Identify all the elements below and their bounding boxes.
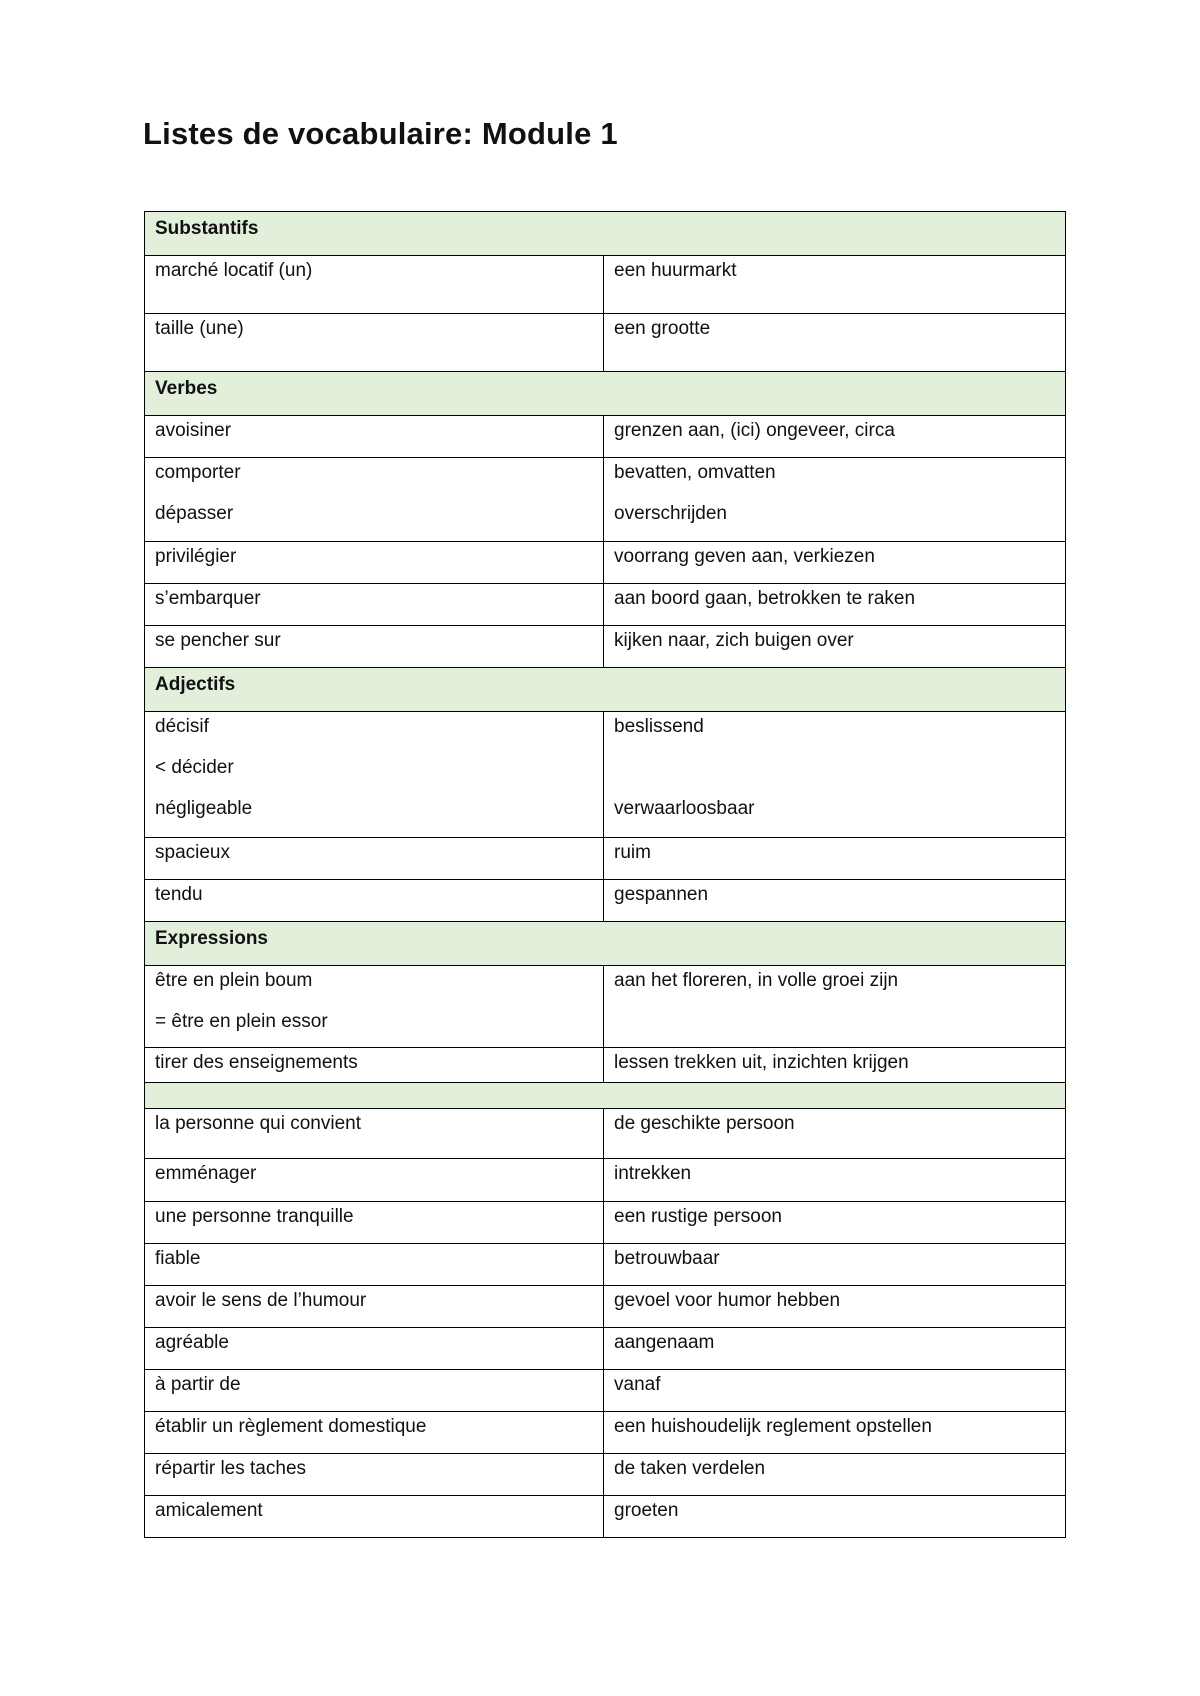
table-row	[145, 458, 1066, 542]
dutch-translation: aan het floreren, in volle groei zijn	[604, 966, 1066, 1048]
french-term: tirer des enseignements	[145, 1048, 604, 1090]
table-row	[145, 966, 1066, 1048]
dutch-translation: een grootte	[604, 314, 1066, 372]
table-row	[145, 1202, 1066, 1244]
dutch-translation: ruim	[604, 838, 1066, 880]
section-header-substantifs	[145, 212, 1066, 256]
dutch-translation: de taken verdelen	[604, 1454, 1066, 1496]
dutch-translation: groeten	[604, 1496, 1066, 1538]
section-heading: Substantifs	[145, 212, 1066, 256]
section-heading: Verbes	[145, 372, 1066, 416]
dutch-translation: kijken naar, zich buigen over	[604, 626, 1066, 668]
french-term: emménager	[145, 1159, 604, 1202]
table-row	[145, 626, 1066, 668]
french-term: se pencher sur	[145, 626, 604, 668]
dutch-translation: de geschikte persoon	[604, 1109, 1066, 1159]
table-row	[145, 416, 1066, 458]
table-row	[145, 1109, 1066, 1159]
table-row	[145, 1159, 1066, 1202]
section-heading: Adjectifs	[145, 668, 1066, 712]
french-term: amicalement	[145, 1496, 604, 1538]
french-term: décisif	[155, 716, 209, 737]
french-term-cell	[145, 712, 604, 838]
table-row	[145, 1454, 1066, 1496]
french-term: fiable	[145, 1244, 604, 1286]
dutch-translation: voorrang geven aan, verkiezen	[604, 542, 1066, 584]
french-term-cell	[145, 458, 604, 542]
dutch-translation-cell	[604, 712, 1066, 838]
french-term: une personne tranquille	[145, 1202, 604, 1244]
section-heading: Expressions	[145, 922, 1066, 966]
section-header-adjectifs	[145, 668, 1066, 712]
french-term: établir un règlement domestique	[145, 1412, 604, 1454]
french-term: avoisiner	[145, 416, 604, 458]
section-header-expressions	[145, 922, 1066, 966]
french-term: négligeable	[155, 798, 253, 819]
table-row	[145, 880, 1066, 922]
section-header-empty	[145, 1083, 1066, 1109]
dutch-translation-blank	[614, 758, 1055, 778]
french-term: avoir le sens de l’humour	[145, 1286, 604, 1328]
table-row	[145, 1328, 1066, 1370]
dutch-translation: intrekken	[604, 1159, 1066, 1202]
french-term: tendu	[145, 880, 604, 922]
dutch-translation: een rustige persoon	[604, 1202, 1066, 1244]
table-row	[145, 1412, 1066, 1454]
dutch-translation: aan boord gaan, betrokken te raken	[604, 584, 1066, 626]
table-row	[145, 584, 1066, 626]
french-term: dépasser	[155, 503, 234, 524]
dutch-translation: gespannen	[604, 880, 1066, 922]
french-term: être en plein boum	[155, 970, 313, 991]
dutch-translation: een huurmarkt	[604, 256, 1066, 314]
dutch-translation: gevoel voor humor hebben	[604, 1286, 1066, 1328]
french-term: spacieux	[145, 838, 604, 880]
french-term: comporter	[155, 462, 241, 483]
french-term: marché locatif (un)	[145, 256, 604, 314]
dutch-translation: beslissend	[614, 716, 704, 737]
dutch-translation: overschrijden	[614, 503, 727, 524]
table-row	[145, 838, 1066, 880]
dutch-translation: grenzen aan, (ici) ongeveer, circa	[604, 416, 1066, 458]
dutch-translation: verwaarloosbaar	[614, 798, 755, 819]
table-row	[145, 542, 1066, 584]
french-term: s’embarquer	[145, 584, 604, 626]
dutch-translation: bevatten, omvatten	[614, 462, 776, 483]
french-term-cell	[145, 966, 604, 1048]
table-row	[145, 256, 1066, 314]
dutch-translation: betrouwbaar	[604, 1244, 1066, 1286]
page-title: Listes de vocabulaire: Module 1	[143, 116, 618, 151]
table-row	[145, 1496, 1066, 1538]
section-header-verbes	[145, 372, 1066, 416]
vocabulary-table-extra	[144, 1082, 1066, 1538]
dutch-translation: aangenaam	[604, 1328, 1066, 1370]
french-term: la personne qui convient	[145, 1109, 604, 1159]
french-term: = être en plein essor	[155, 1011, 328, 1032]
table-row	[145, 1244, 1066, 1286]
french-term: à partir de	[145, 1370, 604, 1412]
section-heading	[145, 1083, 1066, 1109]
table-row	[145, 314, 1066, 372]
french-term: agréable	[145, 1328, 604, 1370]
french-term: taille (une)	[145, 314, 604, 372]
dutch-translation: lessen trekken uit, inzichten krijgen	[604, 1048, 1066, 1090]
french-term: < décider	[155, 757, 234, 778]
table-row	[145, 1370, 1066, 1412]
dutch-translation: een huishoudelijk reglement opstellen	[604, 1412, 1066, 1454]
table-row	[145, 1286, 1066, 1328]
dutch-translation-cell	[604, 458, 1066, 542]
vocabulary-table	[144, 211, 1066, 1090]
french-term: privilégier	[145, 542, 604, 584]
french-term: répartir les taches	[145, 1454, 604, 1496]
dutch-translation: vanaf	[604, 1370, 1066, 1412]
table-row	[145, 712, 1066, 838]
